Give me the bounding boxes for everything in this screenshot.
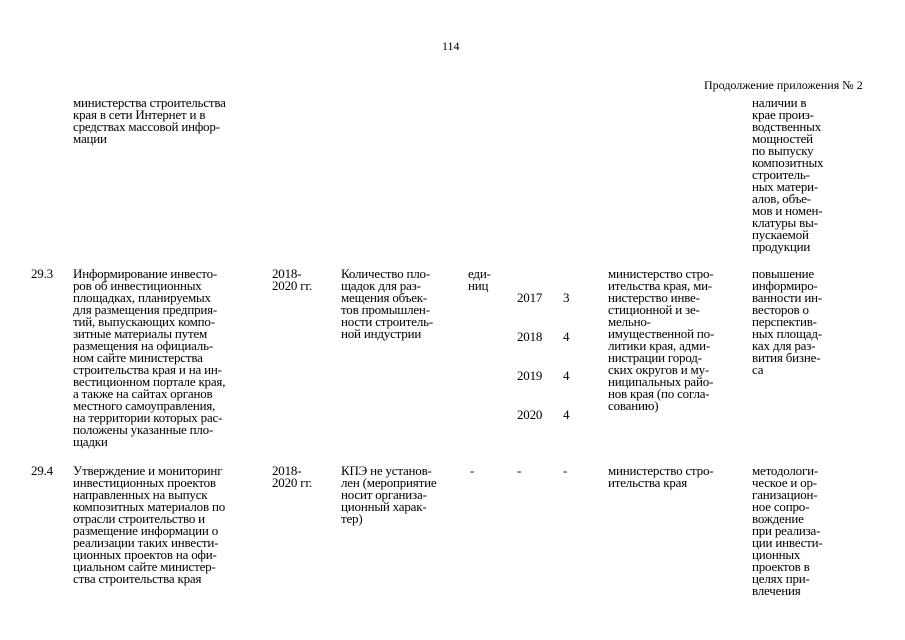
row-number: 29.4 — [31, 463, 53, 478]
row-year: - — [517, 463, 522, 478]
row-indicator: Количество пло- щадок для раз- мещения объек- тов промышлен- ности строитель- ной индустрии — [341, 266, 434, 341]
top-block-result: наличии в крае произ- водственных мощностей по выпуску композитных строитель- ных матери- алов, объе- мов и номен- клатуры вы- пускаемой продукции — [752, 95, 824, 254]
indicator-value: 4 — [563, 329, 570, 344]
page-number: 114 — [442, 39, 460, 53]
row-result: повышение информиро- ванности ин- весторов о перспектив- ных площад- ках для раз- вития бизне- са — [752, 266, 822, 377]
year-value: 2018 — [517, 329, 543, 344]
top-block-description: министерства строительства края в сети Интернет и в средствах массовой инфор- мации — [73, 95, 226, 146]
row-term: 2018- 2020 гг. — [272, 463, 313, 490]
row-description: Информирование инвесто- ров об инвестиционных площадках, планируемых для размещения предприя- тий, выпускающих компо- зитные материалы путем размещения на официаль- ном сайте министерства строительства края и на ин- вестиционном портале края, а также на сайтах органов местного самоуправления, на территории которых рас- положены указанные пло- щадки — [73, 266, 226, 449]
year-value: 2020 — [517, 407, 543, 422]
row-responsible: министерство стро- ительства края — [608, 463, 714, 490]
row-number: 29.3 — [31, 266, 53, 281]
row-years — [517, 266, 542, 446]
indicator-value: 4 — [563, 368, 570, 383]
row-value: - — [563, 463, 568, 478]
year-value: 2017 — [517, 290, 543, 305]
row-indicator: КПЭ не установ- лен (мероприятие носит организа- ционный харак- тер) — [341, 463, 437, 526]
row-unit: - — [470, 463, 475, 478]
year-value: 2019 — [517, 368, 543, 383]
continuation-note: Продолжение приложения № 2 — [704, 78, 863, 92]
row-responsible: министерство стро- ительства края, ми- нистерство инве- стиционной и зе- мельно- имущественной по- литики края, адми- нистрации город- ских округов и му- ниципальных райо- нов края (по согла- сованию) — [608, 266, 715, 413]
row-term: 2018- 2020 гг. — [272, 266, 313, 293]
row-values — [563, 266, 575, 446]
row-description: Утверждение и мониторинг инвестиционных проектов направленных на выпуск композитных материалов по отрасли строительство и размещение информации о реализации таких инвести- ционных проектов на офи- циальном сайте министер- ства строительства края — [73, 463, 226, 586]
indicator-value: 3 — [563, 290, 570, 305]
row-result: методологи- ческое и ор- ганизацион- ное сопро- вождение при реализа- ции инвести- ционных проектов в целях при- влечения — [752, 463, 823, 598]
row-unit: еди- ниц — [468, 266, 491, 293]
indicator-value: 4 — [563, 407, 570, 422]
